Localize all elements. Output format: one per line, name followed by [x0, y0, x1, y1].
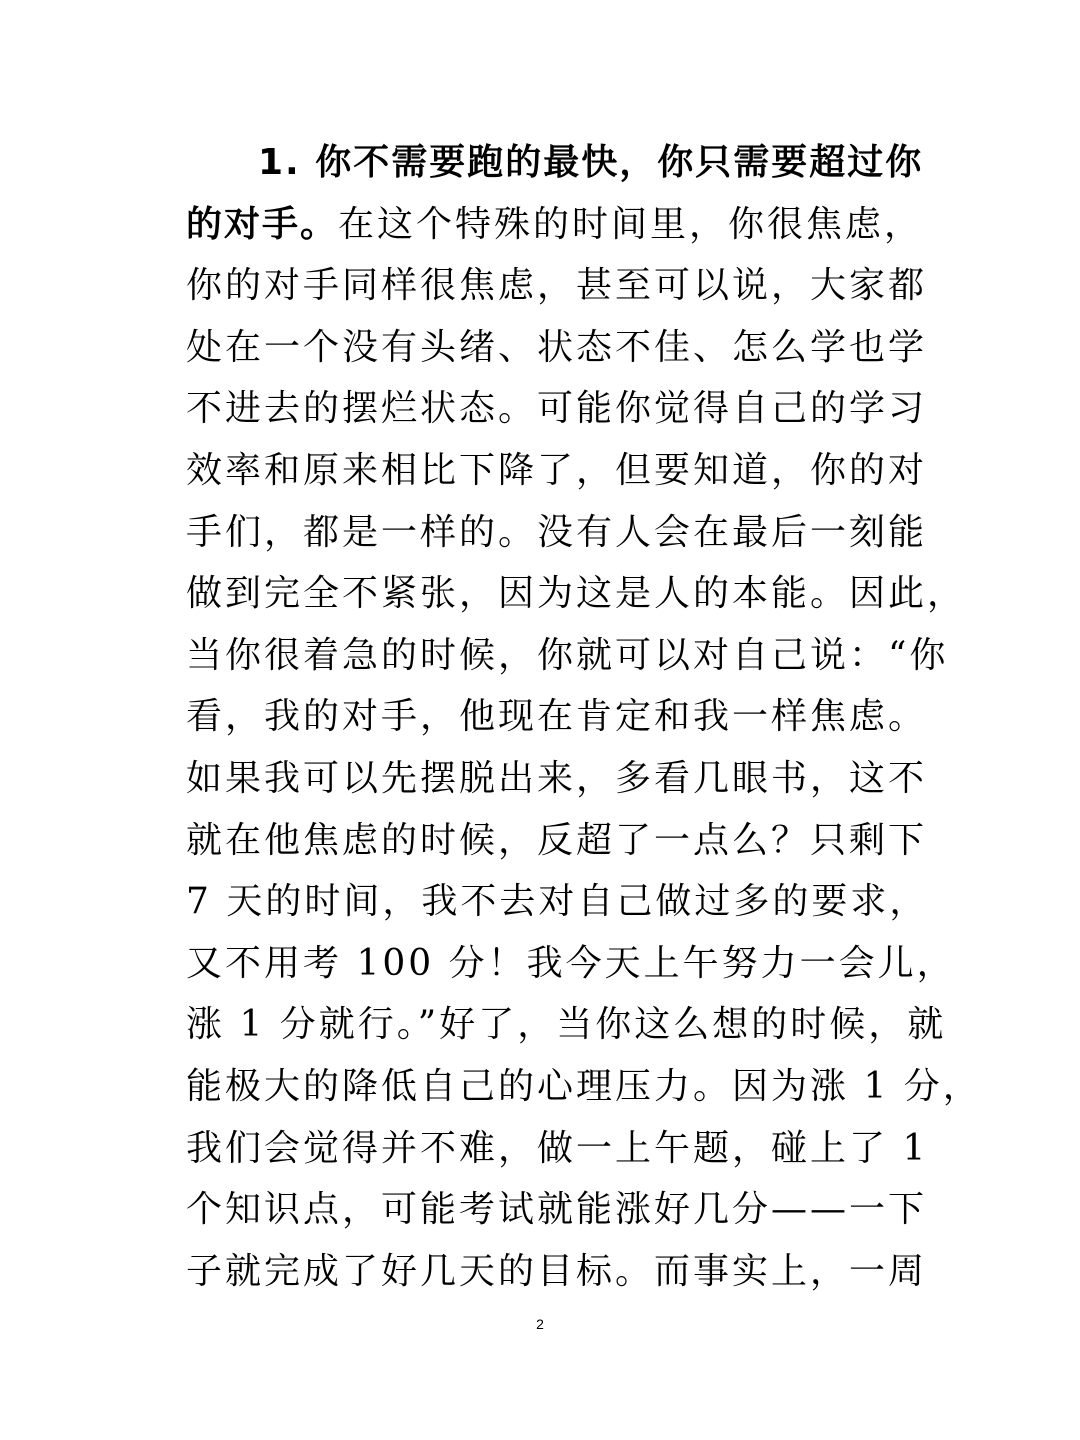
text-line: 你的对手同样很焦虑，甚至可以说，大家都: [186, 265, 928, 307]
heading-continuation: 的对手。: [186, 203, 339, 245]
text-line: [186, 194, 924, 256]
text-line: 我们会觉得并不难，做一上午题，碰上了 1: [186, 1127, 929, 1169]
text-line: 涨 1 分就行。”好了，当你这么想的时候，就: [186, 1004, 947, 1046]
text-line: 如果我可以先摆脱出来，多看几眼书，这不: [186, 757, 928, 799]
page-number: 2: [536, 1316, 544, 1332]
text-line: 又不用考 100 分！我今天上午努力一会儿，: [186, 942, 956, 984]
text-line: 不进去的摆烂状态。可能你觉得自己的学习: [186, 388, 928, 430]
body-text: [186, 132, 982, 1302]
text-line: 看，我的对手，他现在肯定和我一样焦虑。: [186, 696, 928, 738]
text-line: 个知识点，可能考试就能涨好几分——一下: [186, 1189, 928, 1231]
text-line: 当你很着急的时候，你就可以对自己说：“你: [186, 634, 949, 676]
text-line: 效率和原来相比下降了，但要知道，你的对: [186, 449, 928, 491]
text-line-content: 在这个特殊的时间里，你很焦虑，: [338, 203, 924, 245]
text-line: 就在他焦虑的时候，反超了一点么？只剩下: [186, 819, 928, 861]
text-line: 手们，都是一样的。没有人会在最后一刻能: [186, 511, 928, 553]
paragraph-heading: 1. 你不需要跑的最快，你只需要超过你: [258, 142, 924, 183]
text-line: 7 天的时间，我不去对自己做过多的要求，: [186, 881, 929, 923]
text-line: 能极大的降低自己的心理压力。因为涨 1 分，: [186, 1065, 982, 1107]
text-line: 做到完全不紧张，因为这是人的本能。因此，: [186, 573, 967, 615]
text-line: 处在一个没有头绪、状态不佳、怎么学也学: [186, 326, 928, 368]
text-line: 子就完成了好几天的目标。而事实上，一周: [186, 1250, 928, 1292]
